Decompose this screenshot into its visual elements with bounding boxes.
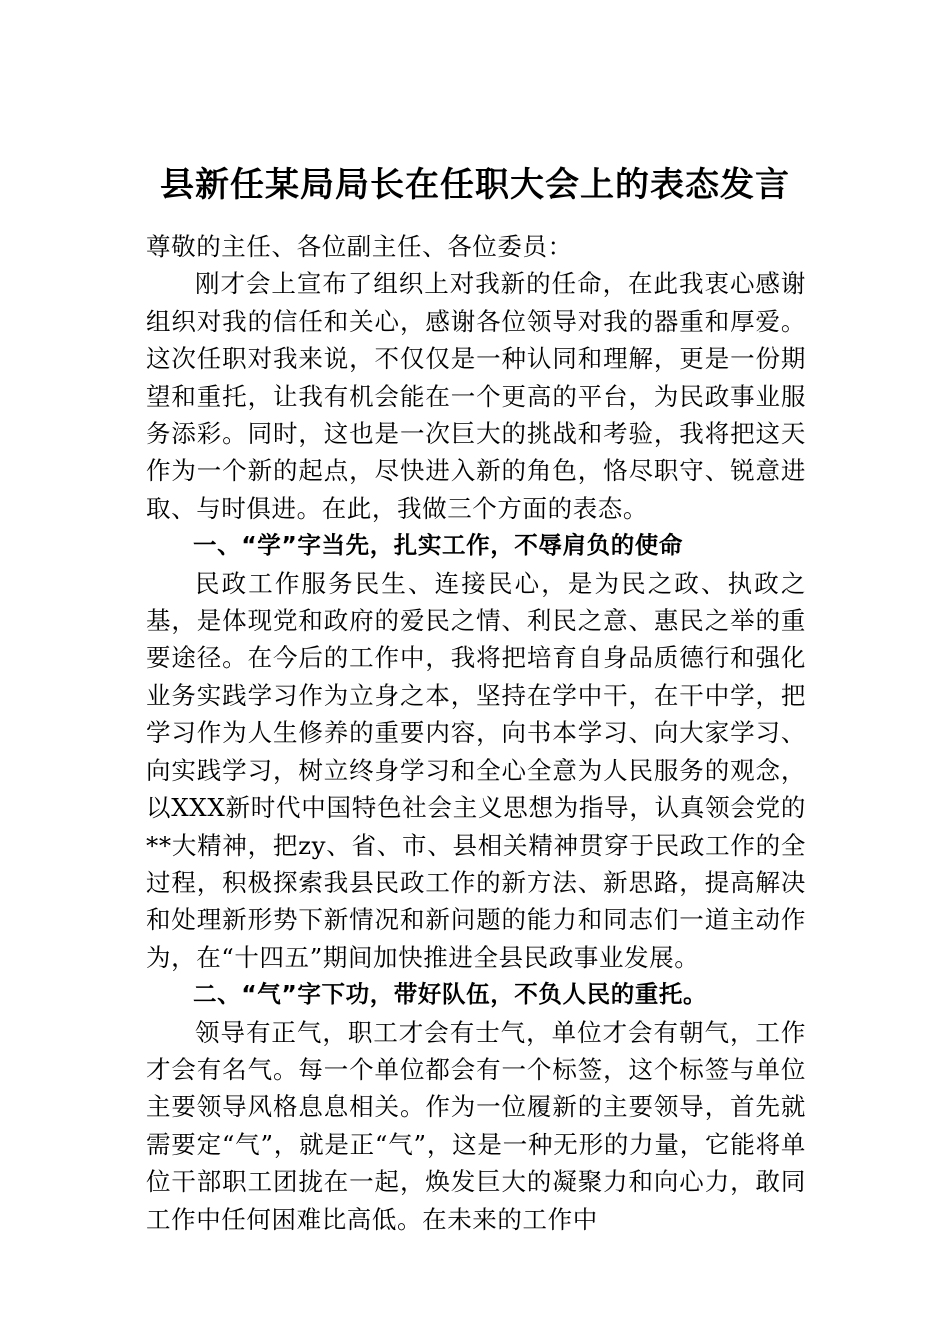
intro-paragraph: 刚才会上宣布了组织上对我新的任命，在此我衷心感谢组织对我的信任和关心，感谢各位领导对我的器重和厚爱。这次任职对我来说，不仅仅是一种认同和理解，更是一份期望和重托，让我有机会能在一个更高的平台，为民政事业服务添彩。同时，这也是一次巨大的挑战和考验，我将把这天作为一个新的起点，尽快进入新的角色，恪尽职守、锐意进取、与时俱进。在此，我做三个方面的表态。: [146, 269, 806, 523]
section-2-paragraph: 领导有正气，职工才会有士气，单位才会有朝气，工作才会有名气。每一个单位都会有一个标签，这个标签与单位主要领导风格息息相关。作为一位履新的主要领导，首先就需要定“气”，就是正“气”，这是一种无形的力量，它能将单位干部职工团拢在一起，焕发巨大的凝聚力和向心力，敢同工作中任何困难比高低。在未来的工作中: [146, 1017, 806, 1234]
salutation: 尊敬的主任、各位副主任、各位委员：: [146, 232, 573, 261]
document-body: [146, 228, 806, 1238]
document-title: 县新任某局局长在任职大会上的表态发言: [160, 165, 790, 205]
section-1-heading: 一、“学”字当先，扎实工作，不辱肩负的使命: [193, 531, 683, 560]
section-2-heading: 二、“气”字下功，带好队伍，不负人民的重托。: [193, 980, 708, 1009]
section-1-paragraph: 民政工作服务民生、连接民心，是为民之政、执政之基，是体现党和政府的爱民之情、利民之意、惠民之举的重要途径。在今后的工作中，我将把培育自身品质德行和强化业务实践学习作为立身之本，坚持在学中干，在干中学，把学习作为人生修养的重要内容，向书本学习、向大家学习、向实践学习，树立终身学习和全心全意为人民服务的观念，以XXX新时代中国特色社会主义思想为指导，认真领会党的**大精神，把zy、省、市、县相关精神贯穿于民政工作的全过程，积极探索我县民政工作的新方法、新思路，提高解决和处理新形势下新情况和新问题的能力和同志们一道主动作为，在“十四五”期间加快推进全县民政事业发展。: [146, 568, 806, 972]
